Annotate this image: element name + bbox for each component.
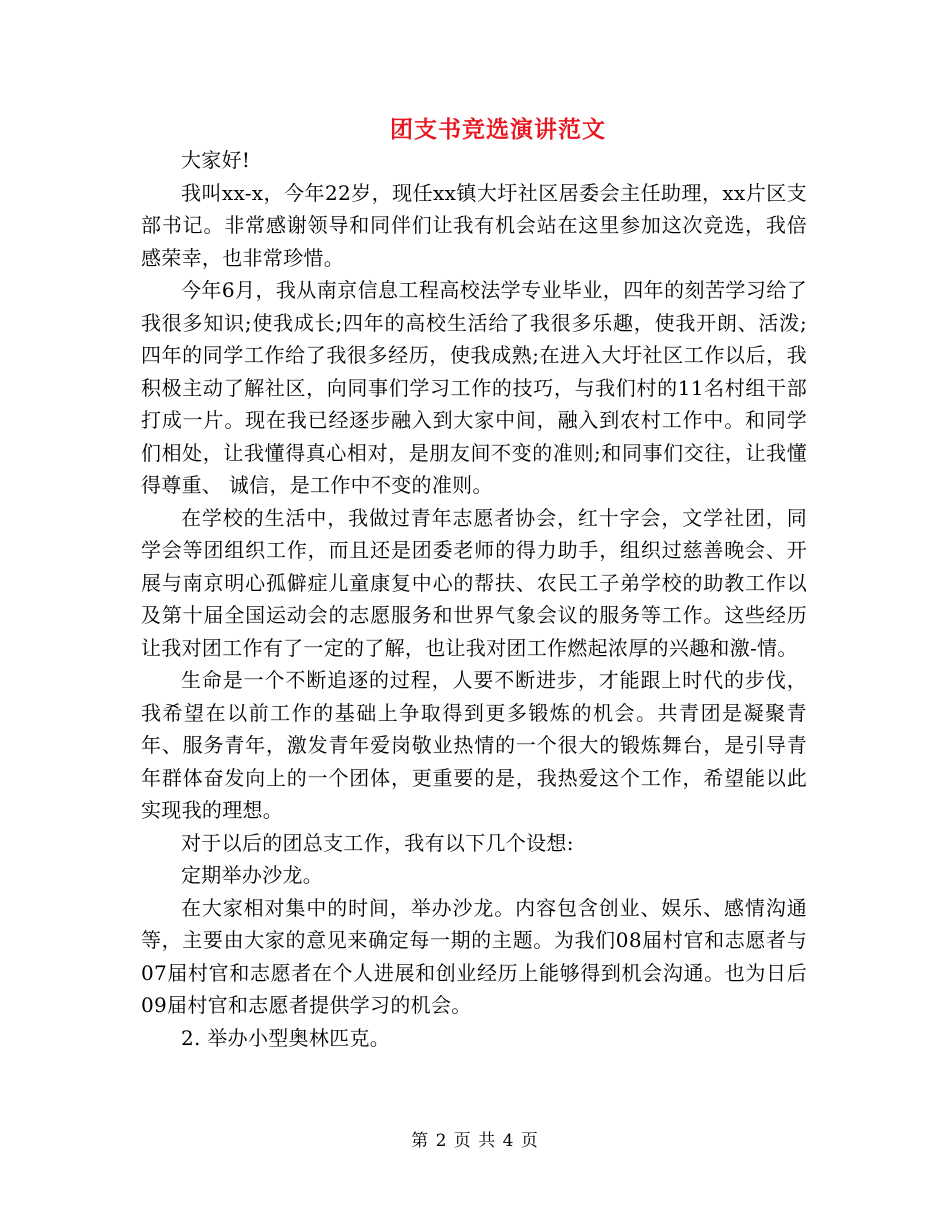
page-footer: 第 2 页 共 4 页 (411, 1131, 539, 1151)
paragraph-plan-salon: 定期举办沙龙。 (181, 863, 324, 887)
paragraph-education: 今年6月，我从南京信息工程高校法学专业毕业，四年的刻苦学习给了我很多知识;使我成长;四年的高校生活给了我很多乐趣，使我开朗、活泼;四年的同学工作给了我很多经历，使我成熟;在进入大圩社区工作以后，我积极主动了解社区，向同事们学习工作的技巧，与我们村的11名村组干部打成一片。现在我已经逐步融入到大家中间，融入到农村工作中。和同学们相处，让我懂得真心相对，是朋友间不变的准则;和同事们交往，让我懂得尊重、 诚信，是工作中不变的准则。 (141, 278, 807, 497)
paragraph-greeting: 大家好! (181, 148, 251, 172)
document-title: 团支书竞选演讲范文 (390, 117, 606, 143)
paragraph-salon-details: 在大家相对集中的时间，举办沙龙。内容包含创业、娱乐、感情沟通等，主要由大家的意见来确定每一期的主题。为我们08届村官和志愿者与07届村官和志愿者在个人进展和创业经历上能够得到机会沟通。也为日后09届村官和志愿者提供学习的机会。 (141, 895, 807, 1017)
document-body (141, 144, 807, 1054)
paragraph-aspiration: 生命是一个不断追逐的过程，人要不断进步，才能跟上时代的步伐，我希望在以前工作的基础上争取得到更多锻炼的机会。共青团是凝聚青年、服务青年，激发青年爱岗敬业热情的一个很大的锻炼舞台，是引导青年群体奋发向上的一个团体，更重要的是，我热爱这个工作，希望能以此实现我的理想。 (141, 668, 807, 822)
paragraph-plan-olympics: 2. 举办小型奥林匹克。 (181, 1025, 391, 1050)
paragraph-introduction: 我叫xx-x，今年22岁，现任xx镇大圩社区居委会主任助理，xx片区支部书记。非常感谢领导和同伴们让我有机会站在这里参加这次竞选，我倍感荣幸，也非常珍惜。 (141, 180, 807, 270)
paragraph-plans-intro: 对于以后的团总支工作，我有以下几个设想: (181, 830, 574, 855)
paragraph-school-experience: 在学校的生活中，我做过青年志愿者协会，红十字会，文学社团，同学会等团组织工作，而且还是团委老师的得力助手，组织过慈善晚会、开展与南京明心孤僻症儿童康复中心的帮扶、农民工子弟学校的助教工作以及第十届全国运动会的志愿服务和世界气象会议的服务等工作。这些经历让我对团工作有了一定的了解，也让我对团工作燃起浓厚的兴趣和激-情。 (141, 505, 807, 660)
